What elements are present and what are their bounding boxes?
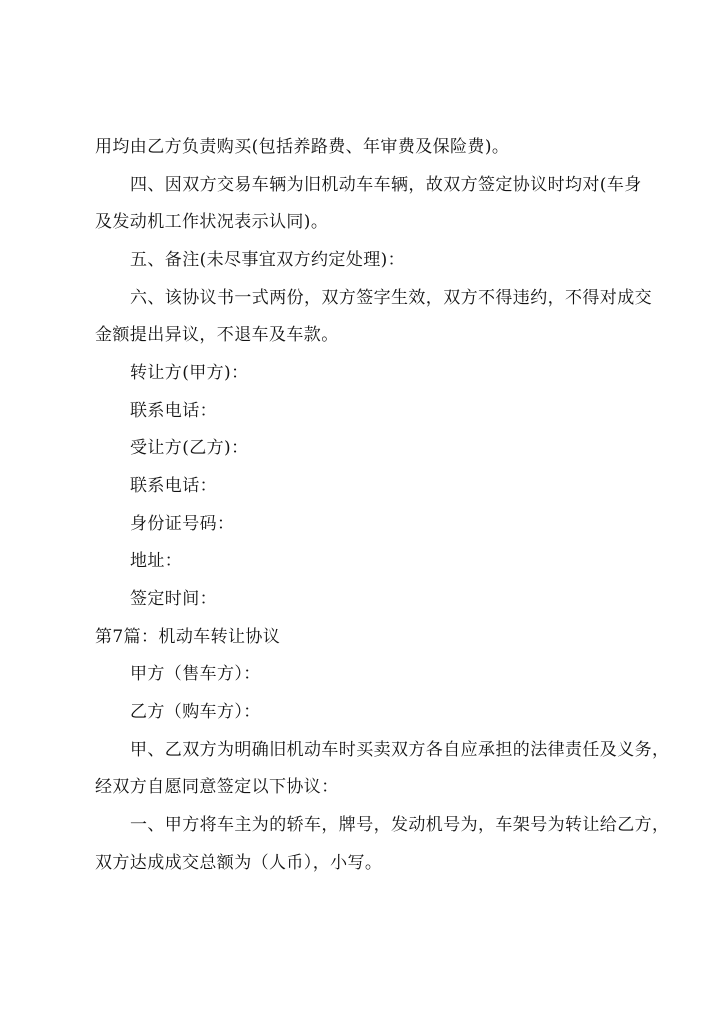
signing-date-label: 签定时间：	[130, 589, 217, 609]
section-title: 第7篇：机动车转让协议	[95, 627, 281, 647]
address-label: 地址：	[130, 551, 183, 571]
transferor-label: 转让方(甲方)：	[130, 363, 249, 383]
preamble-line-2: 经双方自愿同意签定以下协议：	[95, 777, 339, 797]
party-b-label: 乙方（购车方）：	[130, 702, 261, 722]
party-a-label: 甲方（售车方）：	[130, 664, 261, 684]
clause-1-line-2: 双方达成成交总额为（人币），小写。	[95, 853, 383, 873]
transferor-phone-label: 联系电话：	[130, 401, 217, 421]
preamble-line-1: 甲、乙双方为明确旧机动车时买卖双方各自应承担的法律责任及义务，	[130, 740, 670, 760]
text-line-payment-responsibility: 用均由乙方负责购买(包括养路费、年审费及保险费)。	[95, 137, 510, 157]
transferee-label: 受让方(乙方)：	[130, 438, 249, 458]
clause-1-line-1: 一、甲方将车主为的轿车，牌号，发动机号为，车架号为转让给乙方，	[130, 815, 670, 835]
id-number-label: 身份证号码：	[130, 514, 235, 534]
clause-6-line-1: 六、该协议书一式两份，双方签字生效，双方不得违约，不得对成交	[130, 288, 652, 308]
clause-5: 五、备注(未尽事宜双方约定处理)：	[130, 250, 406, 270]
clause-4-line-2: 及发动机工作状况表示认同)。	[95, 212, 329, 232]
clause-6-line-2: 金额提出异议，不退车及车款。	[95, 325, 339, 345]
transferee-phone-label: 联系电话：	[130, 476, 217, 496]
clause-4-line-1: 四、因双方交易车辆为旧机动车车辆，故双方签定协议时均对(车身	[130, 175, 642, 195]
